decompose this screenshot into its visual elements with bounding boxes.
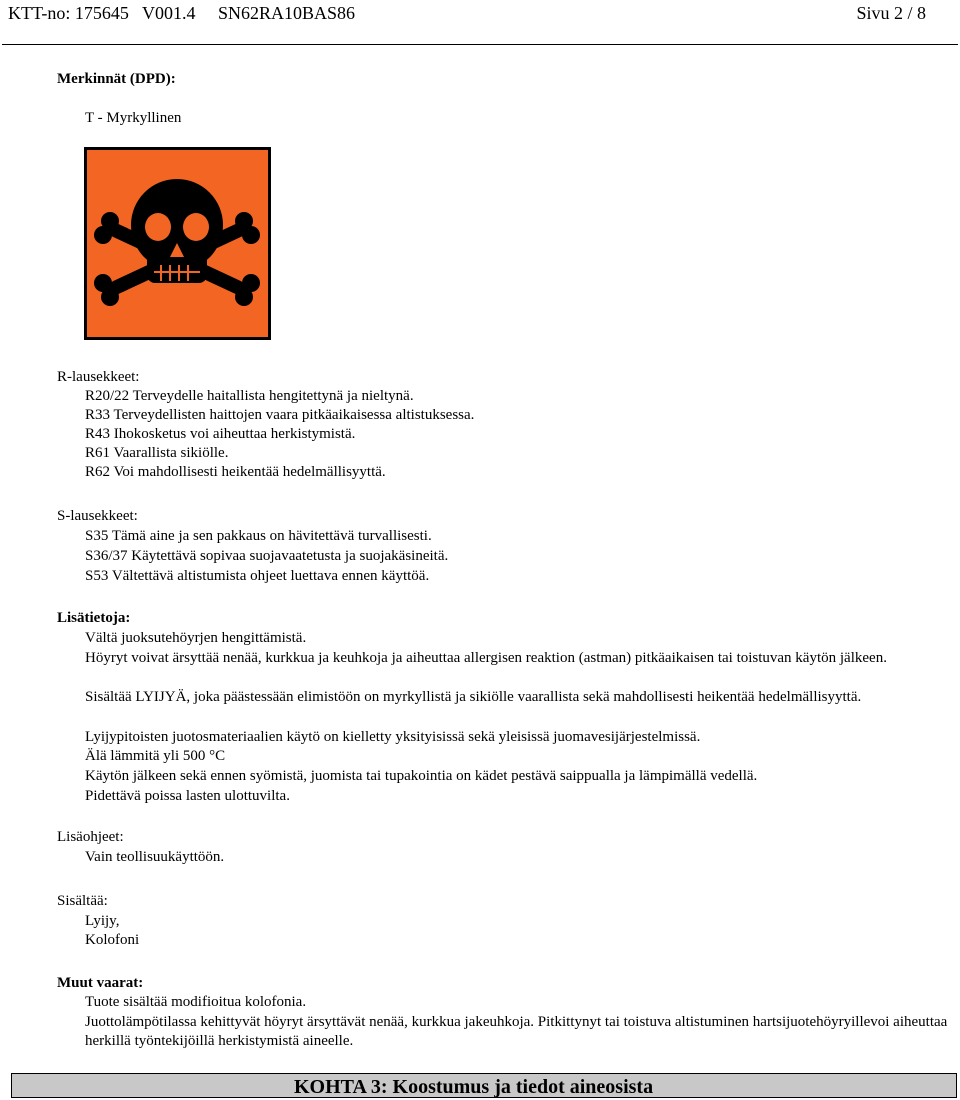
r-phrase-item: R62 Voi mahdollisesti heikentää hedelmällisyyttä. bbox=[85, 464, 386, 480]
additional-info-item: Käytön jälkeen sekä ennen syömistä, juomista tai tupakointia on kädet pestävä saippualla ja lämpimällä vedellä. bbox=[85, 768, 758, 784]
r-phrase-item: R43 Ihokosketus voi aiheuttaa herkistymistä. bbox=[85, 426, 356, 442]
classification-text: T - Myrkyllinen bbox=[85, 110, 182, 126]
instructions-heading: Lisäohjeet: bbox=[57, 829, 124, 845]
additional-info-item: Sisältää LYIJYÄ, joka päästessään elimistöön on myrkyllistä ja sikiölle vaarallista sekä mahdollisesti heikentää hedelmällisyyttä. bbox=[85, 689, 862, 705]
additional-info-item: Älä lämmitä yli 500 °C bbox=[85, 748, 226, 764]
section-header-bar bbox=[11, 1073, 957, 1098]
additional-info-item: Vältä juoksutehöyrjen hengittämistä. bbox=[85, 630, 307, 646]
contains-item: Kolofoni bbox=[85, 932, 140, 948]
r-phrase-item: R20/22 Terveydelle haitallista hengitettynä ja nieltynä. bbox=[85, 388, 414, 404]
contains-item: Lyijy, bbox=[85, 913, 120, 929]
contains-heading: Sisältää: bbox=[57, 893, 108, 909]
labels-heading: Merkinnät (DPD): bbox=[57, 71, 176, 87]
header-divider bbox=[2, 44, 958, 45]
s-phrase-item: S36/37 Käytettävä sopivaa suojavaatetusta ja suojakäsineitä. bbox=[85, 548, 449, 564]
additional-info-item: Lyijypitoisten juotosmateriaalien käytö on kielletty yksityisissä sekä yleisissä juomavesijärjestelmissä. bbox=[85, 729, 701, 745]
s-phrase-item: S35 Tämä aine ja sen pakkaus on hävitettävä turvallisesti. bbox=[85, 528, 432, 544]
s-phrase-item: S53 Vältettävä altistumista ohjeet luettava ennen käyttöä. bbox=[85, 568, 430, 584]
instructions-item: Vain teollisuukäyttöön. bbox=[85, 849, 225, 865]
page-number: Sivu 2 / 8 bbox=[856, 3, 926, 23]
r-phrases-heading: R-lausekkeet: bbox=[57, 369, 140, 385]
skull-crossbones-icon bbox=[84, 147, 271, 340]
r-phrase-item: R61 Vaarallista sikiölle. bbox=[85, 445, 229, 461]
additional-info-heading: Lisätietoja: bbox=[57, 610, 131, 626]
other-hazards-item: Tuote sisältää modifioitua kolofonia. bbox=[85, 994, 307, 1010]
other-hazards-item: Juottolämpötilassa kehittyvät höyryt ärsyttävät nenää, kurkkua jakeuhkoja. Pitkittynyt tai toistuva altistuminen hartsijuotehöyryillevoi aiheuttaa herkillä työntekijöillä herkistymistä aineelle. bbox=[85, 1014, 948, 1049]
r-phrase-item: R33 Terveydellisten haittojen vaara pitkäaikaisessa altistuksessa. bbox=[85, 407, 475, 423]
section-title: KOHTA 3: Koostumus ja tiedot aineosista bbox=[294, 1076, 654, 1098]
additional-info-item: Höyryt voivat ärsyttää nenää, kurkkua ja keuhkoja ja aiheuttaa allergisen reaktion (astman) pitkäaikaisen tai toistuvan käytön jälkeen. bbox=[85, 650, 887, 666]
s-phrases-heading: S-lausekkeet: bbox=[57, 508, 138, 524]
page-header bbox=[8, 0, 952, 30]
document-id: KTT-no: 175645 V001.4 SN62RA10BAS86 bbox=[8, 3, 356, 23]
additional-info-item: Pidettävä poissa lasten ulottuvilta. bbox=[85, 788, 290, 804]
other-hazards-heading: Muut vaarat: bbox=[57, 975, 144, 991]
